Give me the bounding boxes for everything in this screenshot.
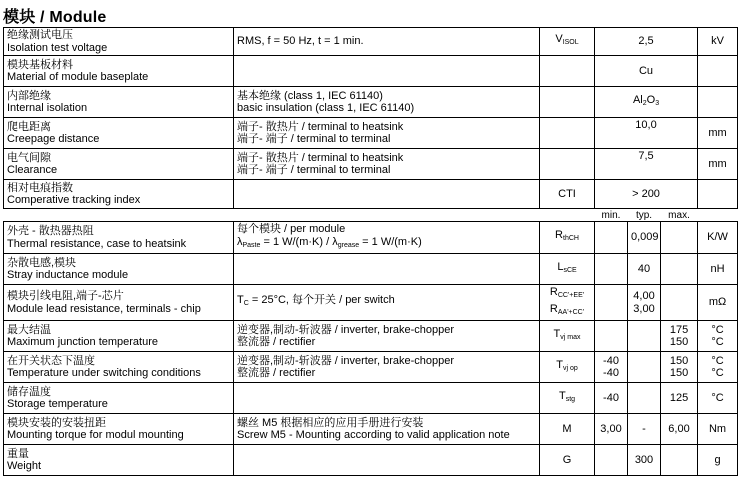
param-name — [4, 414, 234, 445]
condition — [234, 180, 540, 209]
symbol — [540, 87, 595, 118]
unit: mm — [698, 149, 738, 180]
value-min — [595, 445, 628, 476]
table-row — [4, 118, 738, 149]
condition-line: 端子- 散热片 / terminal to heatsink — [237, 120, 404, 133]
symbol: $V_{ISOL}$ — [540, 28, 595, 56]
param-name-en: Temperature under switching conditions — [7, 367, 201, 379]
unit: K/W — [698, 222, 738, 254]
value-max — [661, 445, 698, 476]
col-header-max: max. — [668, 209, 690, 221]
value: $Al_2O_3$ — [595, 87, 698, 118]
param-name — [4, 180, 234, 209]
unit: kV — [698, 28, 738, 56]
param-name-zh: 内部绝缘 — [7, 89, 51, 102]
col-header-typ: typ. — [635, 209, 653, 221]
col-header-min: min. — [601, 209, 621, 221]
param-name — [4, 87, 234, 118]
param-name-zh: 杂散电感,模块 — [7, 256, 77, 269]
param-name-zh: 模块引线电阻,端子-芯片 — [7, 290, 124, 302]
param-name-zh: 相对电痕指数 — [7, 181, 73, 194]
unit: mm — [698, 118, 738, 149]
unit: °C °C — [698, 352, 738, 383]
symbol — [540, 56, 595, 87]
value-max: 150 150 — [661, 352, 698, 383]
value-max: 125 — [661, 383, 698, 414]
param-name — [4, 321, 234, 352]
condition: $T_C = 25^\circ C$, 每个开关 / per switch — [234, 285, 540, 321]
value-typ — [628, 383, 661, 414]
condition-line: 基本绝缘 (class 1, IEC 61140) — [237, 89, 383, 102]
symbol: $T_{stg}$ — [540, 383, 595, 414]
value-max: 6,00 — [661, 414, 698, 445]
unit: nH — [698, 254, 738, 285]
param-name-zh: 最大结温 — [7, 323, 51, 336]
unit: Nm — [698, 414, 738, 445]
unit — [698, 180, 738, 209]
value: 2,5 — [595, 28, 698, 56]
param-name — [4, 254, 234, 285]
section-title: 模块 / Module — [3, 9, 107, 26]
table-row — [4, 414, 738, 445]
value-typ — [628, 321, 661, 352]
param-name-zh: 模块基板材料 — [7, 58, 73, 71]
symbol — [540, 118, 595, 149]
condition-line: Screw M5 - Mounting according to valid application note — [237, 429, 510, 441]
table-row — [4, 285, 738, 321]
symbol: $L_{sCE}$ — [540, 254, 595, 285]
table-row — [4, 87, 738, 118]
table-row — [4, 445, 738, 476]
param-name-zh: 绝缘测试电压 — [7, 29, 73, 41]
value-typ: 4,00 3,00 — [628, 285, 661, 321]
unit: mΩ — [698, 285, 738, 321]
condition — [234, 352, 540, 383]
unit: °C °C — [698, 321, 738, 352]
column-header-row — [4, 209, 738, 222]
condition — [234, 118, 540, 149]
table-row — [4, 383, 738, 414]
param-name-en: Weight — [7, 460, 42, 472]
condition-line: 螺丝 M5 根据相应的应用手册进行安装 — [237, 416, 424, 429]
param-name-en: Thermal resistance, case to heatsink — [7, 237, 187, 250]
param-name-en: Mounting torque for modul mounting — [7, 429, 184, 441]
condition-line: 端子- 散热片 / terminal to heatsink — [237, 151, 404, 164]
condition-line: 逆变器,制动-斩波器 / inverter, brake-chopper — [237, 323, 455, 336]
condition — [234, 445, 540, 476]
value-typ: 0,009 — [628, 222, 661, 254]
value-typ: 300 — [628, 445, 661, 476]
table-row — [4, 149, 738, 180]
table-row — [4, 352, 738, 383]
table-row — [4, 180, 738, 209]
condition — [234, 222, 540, 254]
param-name — [4, 118, 234, 149]
param-name — [4, 28, 234, 56]
value-min — [595, 254, 628, 285]
condition-line: basic insulation (class 1, IEC 61140) — [237, 102, 415, 114]
value-min — [595, 321, 628, 352]
symbol: $T_{vj max}$ — [540, 321, 595, 352]
param-name — [4, 445, 234, 476]
table-row — [4, 56, 738, 87]
symbol: $R_{CC'+EE'}$ $R_{AA'+CC'}$ — [540, 285, 595, 321]
value: 7,5 — [595, 149, 698, 180]
unit — [698, 87, 738, 118]
param-name-en: Material of module baseplate — [7, 71, 149, 83]
param-name-en: Internal isolation — [7, 102, 88, 114]
value-max — [661, 254, 698, 285]
symbol: $T_{vj op}$ — [540, 352, 595, 383]
condition: RMS, f = 50 Hz, t = 1 min. — [234, 28, 540, 56]
value: > 200 — [595, 180, 698, 209]
condition — [234, 149, 540, 180]
param-name-en: Storage temperature — [7, 398, 108, 410]
condition — [234, 56, 540, 87]
symbol: $R_{thCH}$ — [540, 222, 595, 254]
param-name — [4, 56, 234, 87]
table-row — [4, 321, 738, 352]
value-max — [661, 285, 698, 321]
unit: °C — [698, 383, 738, 414]
param-name — [4, 285, 234, 321]
value-min: 3,00 — [595, 414, 628, 445]
unit — [698, 56, 738, 87]
symbol — [540, 149, 595, 180]
value-min: -40 -40 — [595, 352, 628, 383]
param-name-en: Stray inductance module — [7, 269, 129, 281]
symbol: CTI — [540, 180, 595, 209]
value-min — [595, 222, 628, 254]
condition-line: 整流器 / rectifier — [237, 367, 316, 379]
param-name-en: Creepage distance — [7, 133, 100, 145]
condition — [234, 87, 540, 118]
param-name — [4, 352, 234, 383]
value-max — [661, 222, 698, 254]
param-name — [4, 222, 234, 254]
table-row — [4, 222, 738, 254]
condition — [234, 254, 540, 285]
param-name-zh: 重量 — [7, 447, 29, 460]
param-name-en: Module lead resistance, terminals - chip — [7, 302, 201, 315]
param-name — [4, 383, 234, 414]
value-typ: 40 — [628, 254, 661, 285]
condition-line: 整流器 / rectifier — [237, 336, 316, 348]
value-max: 175 150 — [661, 321, 698, 352]
param-name-en: Comperative tracking index — [7, 194, 141, 206]
param-name-zh: 在开关状态下温度 — [7, 354, 95, 367]
module-spec-table — [3, 27, 738, 476]
value-min — [595, 285, 628, 321]
table-row — [4, 254, 738, 285]
param-name-en: Isolation test voltage — [7, 41, 108, 54]
param-name-zh: 储存温度 — [7, 385, 51, 398]
value-min: -40 — [595, 383, 628, 414]
condition-line: 端子- 端子 / terminal to terminal — [237, 133, 391, 145]
param-name-en: Clearance — [7, 164, 58, 176]
param-name-en: Maximum junction temperature — [7, 336, 159, 348]
condition-line: 逆变器,制动-斩波器 / inverter, brake-chopper — [237, 354, 455, 367]
condition — [234, 414, 540, 445]
symbol: M — [540, 414, 595, 445]
param-name-zh: 电气间隙 — [7, 151, 51, 164]
value: 10,0 — [595, 118, 698, 149]
condition-line: 每个模块 / per module — [237, 223, 346, 235]
param-name — [4, 149, 234, 180]
symbol: G — [540, 445, 595, 476]
condition-line: λPaste = 1 W/(m·K) / λgrease = 1 W/(m·K) — [237, 235, 422, 249]
value: Cu — [595, 56, 698, 87]
table-row — [4, 28, 738, 56]
param-name-zh: 外壳 - 散热器热阻 — [7, 225, 94, 237]
condition — [234, 383, 540, 414]
value-typ: - — [628, 414, 661, 445]
value-typ — [628, 352, 661, 383]
unit: g — [698, 445, 738, 476]
condition — [234, 321, 540, 352]
param-name-zh: 模块安装的安装扭距 — [7, 416, 106, 429]
condition-line: 端子- 端子 / terminal to terminal — [237, 164, 391, 176]
param-name-zh: 爬电距离 — [7, 120, 51, 133]
